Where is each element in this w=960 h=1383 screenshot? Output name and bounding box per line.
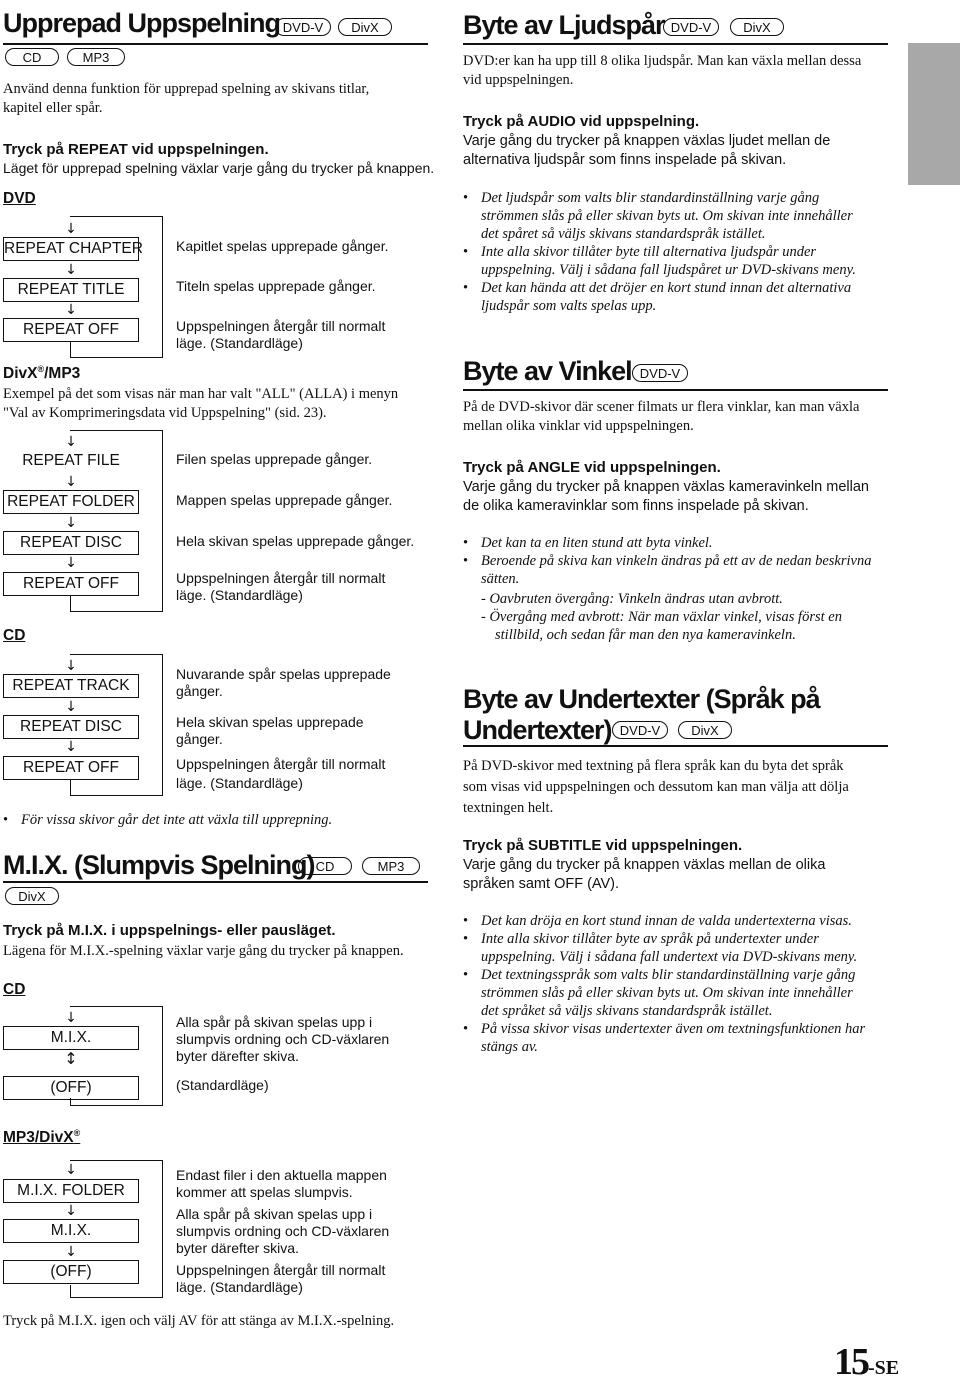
- badge-dvd-v: DVD-V: [632, 364, 688, 382]
- badge-divx: DivX: [678, 721, 732, 739]
- desc-mix-folder: Endast filer i den aktuella mappen: [176, 1167, 387, 1183]
- loop-line: [70, 596, 71, 612]
- divx-example-1: Exempel på det som visas när man har valt "ALL" (ALLA) i menyn: [3, 386, 399, 402]
- subtitle-intro-2: som visas vid uppspelningen och dessutom kan man välja att dölja: [463, 779, 849, 795]
- badge-divx: DivX: [5, 887, 59, 905]
- mode-repeat-chapter: REPEAT CHAPTER: [3, 237, 139, 261]
- bullet-icon: •: [463, 913, 469, 929]
- down-arrow-icon: ↓: [65, 262, 77, 278]
- desc-disc: Hela skivan spelas upprepade gånger.: [176, 533, 415, 549]
- subtitle-intro-3: textningen helt.: [463, 800, 554, 816]
- bullet-icon: •: [463, 244, 469, 260]
- badge-mp3: MP3: [362, 857, 420, 875]
- loop-line: [70, 1006, 162, 1007]
- section-title-mix: M.I.X. (Slumpvis Spelning): [3, 850, 315, 880]
- mix-step-title: Tryck på M.I.X. i uppspelnings- eller pausläget.: [3, 922, 336, 939]
- repeat-intro-2: kapitel eller spår.: [3, 100, 103, 116]
- section-rule: [463, 43, 888, 45]
- badge-mp3: MP3: [67, 48, 125, 66]
- subtitle-step-text-2: språken samt OFF (AV).: [463, 876, 620, 892]
- section-title-audio: Byte av Ljudspår: [463, 10, 665, 40]
- label-cd: CD: [3, 627, 26, 644]
- mode-mix: M.I.X.: [3, 1026, 139, 1050]
- mode-repeat-file: REPEAT FILE: [22, 452, 120, 469]
- desc-mix-off: läge. (Standardläge): [176, 1279, 303, 1295]
- down-arrow-icon: ↓: [65, 302, 77, 318]
- repeat-step-text: Läget för upprepad spelning växlar varje gång du trycker på knappen.: [3, 160, 435, 176]
- desc-off: Uppspelningen återgår till normalt: [176, 570, 386, 586]
- loop-line: [70, 654, 162, 655]
- badge-dvd-v: DVD-V: [663, 18, 719, 36]
- down-arrow-icon: ↓: [65, 1162, 77, 1178]
- badge-dvd-v: DVD-V: [612, 721, 668, 739]
- loop-line: [70, 795, 163, 796]
- audio-intro-2: vid uppspelningen.: [463, 72, 574, 88]
- loop-line: [70, 216, 162, 217]
- desc-mix-folder: kommer att spelas slumpvis.: [176, 1184, 353, 1200]
- bullet-icon: •: [463, 280, 469, 296]
- mode-repeat-disc: REPEAT DISC: [3, 715, 139, 739]
- desc-mix-off: (Standardläge): [176, 1077, 269, 1093]
- audio-step-text-2: alternativa ljudspår som finns inspelade på skivan.: [463, 152, 787, 168]
- repeat-intro-1: Använd denna funktion för upprepad spelning av skivans titlar,: [3, 81, 370, 97]
- side-tab: [908, 43, 960, 185]
- loop-line: [162, 1160, 163, 1298]
- badge-divx: DivX: [730, 18, 784, 36]
- mode-repeat-off: REPEAT OFF: [3, 572, 139, 596]
- desc-mix: Alla spår på skivan spelas upp i: [176, 1206, 373, 1222]
- angle-subnote-3: stillbild, och sedan får man den nya kameravinkeln.: [495, 627, 796, 643]
- badge-dvd-v: DVD-V: [275, 18, 331, 36]
- up-down-arrow-icon: ↕: [64, 1049, 78, 1068]
- section-title-subtitle-2: Undertexter): [463, 715, 612, 745]
- down-arrow-icon: ↓: [65, 474, 77, 490]
- loop-line: [70, 1297, 163, 1298]
- section-title-repeat: Upprepad Uppspelning: [3, 8, 280, 38]
- page-number: 15-SE: [834, 1341, 900, 1383]
- loop-line: [70, 1105, 163, 1106]
- loop-line: [162, 654, 163, 796]
- mode-repeat-off: REPEAT OFF: [3, 756, 139, 780]
- down-arrow-icon: ↓: [65, 221, 77, 237]
- desc-disc: Hela skivan spelas upprepade: [176, 714, 364, 730]
- mode-repeat-disc: REPEAT DISC: [3, 531, 139, 555]
- desc-off: läge. (Standardläge): [176, 335, 303, 351]
- subtitle-step-title: Tryck på SUBTITLE vid uppspelningen.: [463, 837, 743, 854]
- desc-mix: byter därefter skiva.: [176, 1048, 299, 1064]
- mix-step-text: Lägena för M.I.X.-spelning växlar varje gång du trycker på knappen.: [3, 943, 404, 959]
- mode-repeat-track: REPEAT TRACK: [3, 674, 139, 698]
- badge-cd: CD: [298, 857, 352, 875]
- loop-line: [70, 342, 71, 358]
- section-rule: [3, 881, 428, 883]
- loop-line: [70, 1160, 162, 1161]
- label-cd: CD: [3, 981, 26, 998]
- repeat-step-title: Tryck på REPEAT vid uppspelningen.: [3, 141, 269, 158]
- desc-mix: Alla spår på skivan spelas upp i: [176, 1014, 373, 1030]
- desc-track: gånger.: [176, 683, 223, 699]
- down-arrow-icon: ↓: [65, 658, 77, 674]
- bullet-icon: •: [463, 967, 469, 983]
- bullet-icon: •: [3, 812, 9, 828]
- divx-example-2: "Val av Komprimeringsdata vid Uppspelning" (sid. 23).: [3, 405, 327, 421]
- mode-repeat-off: REPEAT OFF: [3, 318, 139, 342]
- label-dvd: DVD: [3, 190, 36, 207]
- down-arrow-icon: ↓: [65, 434, 77, 450]
- desc-track: Nuvarande spår spelas upprepade: [176, 666, 391, 682]
- desc-mix: byter därefter skiva.: [176, 1240, 299, 1256]
- loop-line: [162, 430, 163, 612]
- desc-folder: Mappen spelas upprepade gånger.: [176, 492, 393, 508]
- desc-disc: gånger.: [176, 731, 223, 747]
- down-arrow-icon: ↓: [65, 1244, 77, 1260]
- desc-mix-off: Uppspelningen återgår till normalt: [176, 1262, 386, 1278]
- desc-mix: slumpvis ordning och CD-växlaren: [176, 1223, 390, 1239]
- down-arrow-icon: ↓: [65, 699, 77, 715]
- angle-subnote-1: - Oavbruten övergång: Vinkeln ändras utan avbrott.: [481, 591, 783, 607]
- desc-title: Titeln spelas upprepade gånger.: [176, 278, 376, 294]
- badge-divx: DivX: [338, 18, 392, 36]
- mode-mix-off: (OFF): [3, 1260, 139, 1284]
- desc-mix: slumpvis ordning och CD-växlaren: [176, 1031, 390, 1047]
- bullet-icon: •: [463, 535, 469, 551]
- section-rule: [3, 43, 428, 45]
- angle-intro-2: mellan olika vinklar vid uppspelningen.: [463, 418, 694, 434]
- down-arrow-icon: ↓: [65, 555, 77, 571]
- angle-step-text-1: Varje gång du trycker på knappen växlas kameravinkeln mellan: [463, 479, 869, 495]
- loop-line: [70, 1285, 71, 1298]
- angle-step-title: Tryck på ANGLE vid uppspelningen.: [463, 459, 721, 476]
- down-arrow-icon: ↓: [65, 1010, 77, 1026]
- desc-off: Uppspelningen återgår till normalt: [176, 756, 386, 772]
- mode-mix: M.I.X.: [3, 1219, 139, 1243]
- down-arrow-icon: ↓: [65, 1203, 77, 1219]
- loop-line: [162, 216, 163, 358]
- mode-mix-off: (OFF): [3, 1076, 139, 1100]
- label-divx-mp3: DivX®/MP3: [3, 364, 81, 383]
- badge-cd: CD: [5, 48, 59, 66]
- section-rule: [463, 389, 888, 391]
- loop-line: [70, 430, 162, 431]
- section-title-subtitle: Byte av Undertexter (Språk på: [463, 684, 820, 714]
- mode-repeat-title: REPEAT TITLE: [3, 278, 139, 302]
- loop-line: [70, 611, 163, 612]
- loop-line: [162, 1006, 163, 1106]
- angle-intro-1: På de DVD-skivor där scener filmats ur flera vinklar, kan man växla: [463, 399, 860, 415]
- desc-chapter: Kapitlet spelas upprepade gånger.: [176, 238, 389, 254]
- down-arrow-icon: ↓: [65, 739, 77, 755]
- loop-line: [70, 357, 163, 358]
- bullet-icon: •: [463, 931, 469, 947]
- label-mp3-divx: MP3/DivX®: [3, 1128, 81, 1147]
- subtitle-step-text-1: Varje gång du trycker på knappen växlas mellan de olika: [463, 857, 826, 873]
- desc-off: läge. (Standardläge): [176, 587, 303, 603]
- down-arrow-icon: ↓: [65, 515, 77, 531]
- mode-repeat-folder: REPEAT FOLDER: [3, 490, 139, 514]
- desc-file: Filen spelas upprepade gånger.: [176, 451, 373, 467]
- bullet-icon: •: [463, 1021, 469, 1037]
- mix-footer: Tryck på M.I.X. igen och välj AV för att stänga av M.I.X.-spelning.: [3, 1313, 395, 1329]
- desc-off: Uppspelningen återgår till normalt: [176, 318, 386, 334]
- audio-step-text-1: Varje gång du trycker på knappen växlas ljudet mellan de: [463, 133, 831, 149]
- bullet-icon: •: [463, 190, 469, 206]
- section-rule: [463, 745, 888, 747]
- bullet-icon: •: [463, 553, 469, 569]
- angle-step-text-2: de olika kameravinklar som finns inspelade på skivan.: [463, 498, 809, 514]
- desc-off: läge. (Standardläge): [176, 775, 303, 791]
- section-title-angle: Byte av Vinkel: [463, 356, 632, 386]
- loop-line: [70, 780, 71, 796]
- angle-subnote-2: - Övergång med avbrott: När man växlar vinkel, visas först en: [481, 609, 842, 625]
- audio-intro-1: DVD:er kan ha upp till 8 olika ljudspår. Man kan växla mellan dessa: [463, 53, 862, 69]
- mode-mix-folder: M.I.X. FOLDER: [3, 1179, 139, 1203]
- subtitle-intro-1: På DVD-skivor med textning på flera språk kan du byta det språk: [463, 758, 844, 774]
- audio-step-title: Tryck på AUDIO vid uppspelning.: [463, 113, 700, 130]
